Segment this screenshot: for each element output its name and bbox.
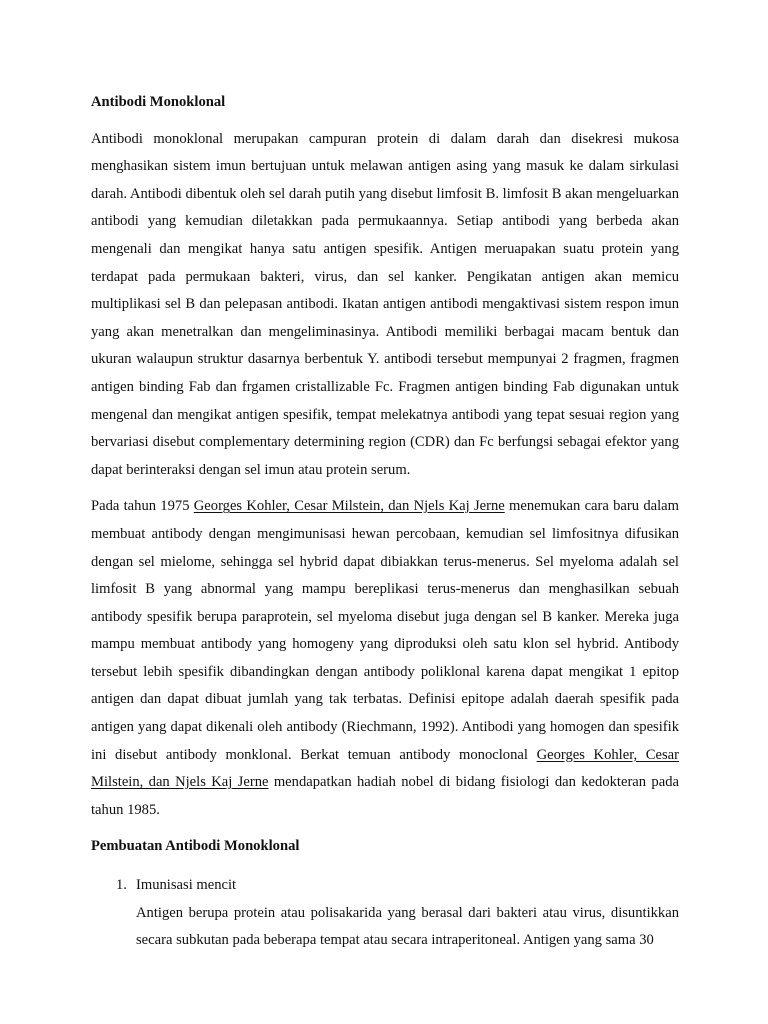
list-item-body: Antigen berupa protein atau polisakarida yang berasal dari bakteri atau virus, disuntikkan secara subkutan pada beberapa tempat atau secara intraperitoneal. Antigen yang sama 30 bbox=[136, 904, 679, 949]
list-item bbox=[91, 872, 679, 955]
procedure-list bbox=[91, 872, 679, 955]
document-content bbox=[91, 89, 679, 955]
list-item-number: 1. bbox=[116, 877, 127, 894]
list-item-title: Imunisasi mencit bbox=[136, 877, 237, 894]
section-heading: Pembuatan Antibodi Monoklonal bbox=[91, 838, 300, 855]
document-title: Antibodi Monoklonal bbox=[91, 94, 226, 110]
paragraph-history-body: menemukan cara baru dalam membuat antibody dengan mengimunisasi hewan percobaan, kemudian sel limfositnya difusikan dengan sel mielome, sehingga sel hybrid dapat dibiakkan terus-menerus. Sel myeloma adalah sel limfosit B yang abnormal yang mampu bereplikasi terus-menerus dan menghasilkan sebuah antibody spesifik berupa paraprotein, sel myeloma disebut juga dengan sel B kanker. Mereka juga mampu membuat antibody yang homogeny yang diproduksi oleh satu klon sel hybrid. Antibody tersebut lebih spesifik dibandingkan dengan antibody poliklonal karena dapat mengikat 1 epitop antigen dan dapat dibuat jumlah yang tak terbatas. Definisi epitope adalah daerah spesifik pada antigen yang dapat dikenali oleh antibody (Riechmann, 1992). Antibodi yang homogen dan spesifik ini disebut antibody monklonal. Berkat temuan antibody monoclonal bbox=[91, 498, 679, 763]
paragraph-history-outro: mendapatkan hadiah nobel di bidang fisiologi dan kedokteran pada tahun 1985. bbox=[91, 774, 679, 818]
scientists-reference-link-2[interactable]: Georges Kohler, Cesar Milstein, dan Njels Kaj Jerne bbox=[91, 746, 679, 791]
paragraph-history bbox=[91, 493, 679, 824]
paragraph-history-intro: Pada tahun 1975 bbox=[91, 498, 194, 515]
paragraph-antibody-definition: Antibodi monoklonal merupakan campuran protein di dalam darah dan disekresi mukosa menghasikan sistem imun bertujuan untuk melawan antigen asing yang masuk ke dalam sirkulasi darah. Antibodi dibentuk oleh sel darah putih yang disebut limfosit B. limfosit B akan mengeluarkan antibodi yang kemudian diletakkan pada permukaannya. Setiap antibodi yang berbeda akan mengenali dan mengikat hanya satu antigen spesifik. Antigen meruapakan suatu protein yang terdapat pada permukaan bakteri, virus, dan sel kanker. Pengikatan antigen akan memicu multiplikasi sel B dan pelepasan antibodi. Ikatan antigen antibodi mengaktivasi sistem respon imun yang akan menetralkan dan mengeliminasinya. Antibodi memiliki berbagai macam bentuk dan ukuran walaupun struktur dasarnya berbentuk Y. antibodi tersebut mempunyai 2 fragmen, fragmen antigen binding Fab dan frgamen cristallizable Fc. Fragmen antigen binding Fab digunakan untuk mengenal dan mengikat antigen spesifik, tempat melekatnya antibodi yang tepat sesuai region yang bervariasi disebut complementary determining region (CDR) dan Fc berfungsi sebagai efektor yang dapat berinteraksi dengan sel imun atau protein serum. bbox=[91, 130, 679, 478]
scientists-reference-link[interactable]: Georges Kohler, Cesar Milstein, dan Njels Kaj Jerne bbox=[193, 498, 505, 515]
